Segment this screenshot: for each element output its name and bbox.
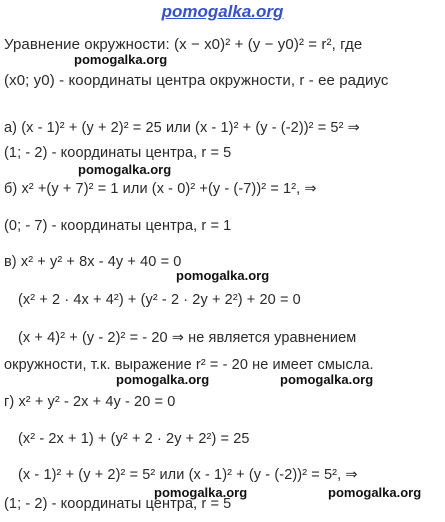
- watermark-6: pomogalka.org: [154, 485, 248, 500]
- text-line-12: (x² - 2x + 1) + (y² + 2 · 2y + 2²) = 25: [18, 431, 250, 447]
- text-line-5: б) x² +(y + 7)² = 1 или (x - 0)² +(y - (-7))² = 1², ⇒: [4, 181, 317, 197]
- text-line-3: а) (x - 1)² + (y + 2)² = 25 или (x - 1)² + (y - (-2))² = 5² ⇒: [4, 120, 360, 136]
- text-line-1: Уравнение окружности: (x − x0)² + (y − y0)² = r², где: [4, 36, 363, 53]
- text-line-7: в) x² + y² + 8x - 4y + 40 = 0: [4, 254, 182, 270]
- watermark-7: pomogalka.org: [328, 485, 422, 500]
- text-line-6: (0; - 7) - координаты центра, r = 1: [4, 218, 232, 234]
- watermark-2: pomogalka.org: [78, 162, 172, 177]
- text-line-2: (x0; y0) - координаты центра окружности, r - ее радиус: [4, 72, 389, 89]
- text-line-10: окружности, т.к. выражение r² = - 20 не имеет смысла.: [4, 357, 374, 373]
- watermark-top: pomogalka.org: [161, 2, 284, 21]
- text-line-14: (1; - 2) - координаты центра, r = 5: [4, 496, 232, 512]
- text-line-11: г) x² + y² - 2x + 4y - 20 = 0: [4, 394, 176, 410]
- watermark-5: pomogalka.org: [280, 372, 374, 387]
- text-line-4: (1; - 2) - координаты центра, r = 5: [4, 145, 232, 161]
- text-line-13: (x - 1)² + (y + 2)² = 5² или (x - 1)² + (y - (-2))² = 5², ⇒: [18, 467, 358, 483]
- text-line-9: (x + 4)² + (y - 2)² = - 20 ⇒ не является уравнением: [18, 330, 357, 346]
- text-line-8: (x² + 2 · 4x + 4²) + (y² - 2 · 2y + 2²) + 20 = 0: [18, 292, 301, 308]
- watermark-3: pomogalka.org: [176, 268, 270, 283]
- watermark-1: pomogalka.org: [74, 52, 168, 67]
- watermark-4: pomogalka.org: [116, 372, 210, 387]
